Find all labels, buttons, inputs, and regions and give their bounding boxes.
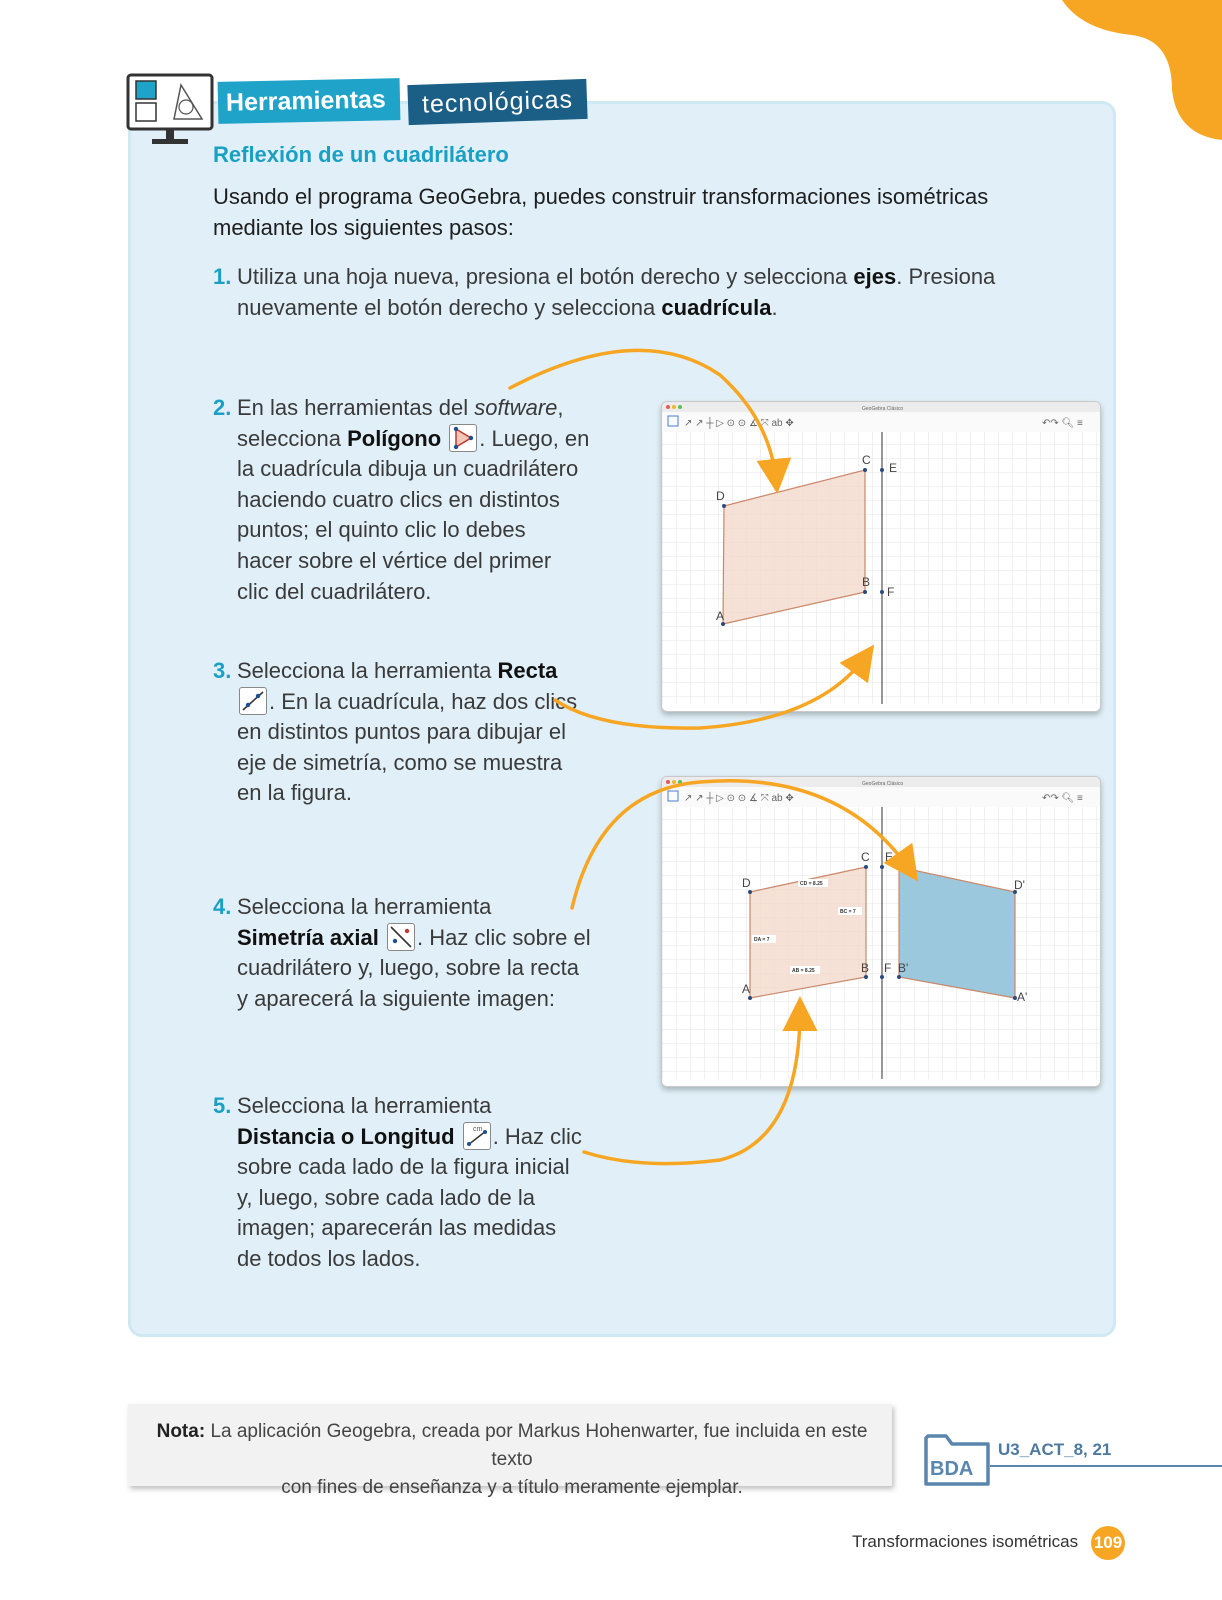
step-text: hacer sobre el vértice del primer (237, 547, 552, 573)
step-keyword: Polígono (347, 425, 442, 451)
step-text: y, luego, sobre cada lado de la (237, 1184, 536, 1210)
step-text: . Luego, en (479, 425, 590, 451)
window-title: GeoGebra Clásico (862, 781, 904, 787)
step-text: puntos; el quinto clic lo debes (237, 517, 526, 543)
svg-text:↶↷ 🔍︎ ≡: ↶↷ 🔍︎ ≡ (1042, 793, 1083, 804)
point-label: E (889, 461, 898, 475)
bda-code: U3_ACT_8, 21 (998, 1440, 1112, 1459)
point-label: E (885, 850, 894, 864)
step-number: 3. (213, 658, 232, 683)
step-text: Selecciona la herramienta (237, 658, 498, 683)
step-text: Selecciona la herramienta (237, 894, 492, 919)
svg-text:↶↷ 🔍︎ ≡: ↶↷ 🔍︎ ≡ (1042, 418, 1083, 429)
step-keyword: ejes (853, 264, 897, 289)
bda-folder-icon (922, 1428, 992, 1490)
window-title: GeoGebra Clásico (862, 406, 904, 412)
step-number: 2. (213, 395, 232, 420)
step-text: la cuadrícula dibuja un cuadrilátero (237, 456, 579, 482)
step-text: . Haz clic (492, 1123, 582, 1149)
point-label: A' (1017, 990, 1028, 1004)
step-text: cuadrilátero y, luego, sobre la recta (237, 955, 579, 981)
point-label: A (742, 982, 751, 996)
step-number: 1. (213, 264, 232, 289)
step-text: eje de simetría, como se muestra (237, 749, 563, 775)
line-tool-icon (239, 687, 267, 715)
measure-label: CD = 8.25 (800, 881, 823, 887)
note-label: Nota: (156, 1421, 206, 1442)
step-text: . En la cuadrícula, haz dos clics (269, 688, 578, 714)
intro-paragraph: Usando el programa GeoGebra, puedes construir transformaciones isométricas mediante los siguientes pasos: (213, 184, 989, 240)
section-title: Reflexión de un cuadrilátero (213, 142, 509, 167)
step-1 (213, 262, 1097, 323)
step-text: de todos los lados. (237, 1245, 421, 1271)
step-text: y aparecerá la siguiente imagen: (237, 985, 555, 1011)
measure-label: AB = 8.25 (792, 968, 815, 974)
note-box (128, 1404, 892, 1498)
measure-label: BC = 7 (840, 909, 856, 915)
step-text: en distintos puntos para dibujar el (237, 719, 566, 745)
step-text: clic del cuadrilátero. (237, 578, 432, 604)
step-text: . Presiona nuevamente el botón derecho y selecciona (237, 264, 996, 320)
point-label: C' (898, 850, 909, 864)
step-keyword: Distancia o Longitud (237, 1123, 455, 1149)
banner-subtitle: tecnológicas (407, 79, 587, 125)
point-label: D (716, 489, 725, 503)
point-label: A (716, 609, 725, 623)
step-text: haciendo cuatro clics en distintos (237, 486, 560, 512)
point-label: C (861, 850, 870, 864)
step-text: sobre cada lado de la figura inicial (237, 1154, 570, 1180)
step-text: selecciona (237, 425, 348, 451)
svg-text:↗ ↗ ┼ ▷ ⊙ ⊙ ∡ ⤧ ab ✥: ↗ ↗ ┼ ▷ ⊙ ⊙ ∡ ⤧ ab ✥ (684, 793, 794, 804)
reflect-tool-icon (387, 923, 415, 951)
geogebra-screenshot-1 (661, 401, 1101, 712)
point-label: B' (898, 961, 909, 975)
step-number: 4. (213, 894, 232, 919)
step-text: . (771, 294, 778, 320)
point-label: F (887, 585, 895, 599)
note-text: con fines de enseñanza y a título meramente ejemplar. (281, 1477, 743, 1498)
distance-tool-icon (463, 1122, 491, 1150)
measure-label: DA = 7 (754, 937, 770, 943)
chapter-title: Transformaciones isométricas (852, 1532, 1079, 1551)
banner-title: Herramientas (218, 78, 401, 124)
step-text: imagen; aparecerán las medidas (237, 1215, 557, 1241)
step-text: , (557, 395, 564, 420)
step-text: . Haz clic sobre el (417, 924, 591, 950)
step-emphasis: software (474, 395, 558, 420)
note-text: La aplicación Geogebra, creada por Markus Hohenwarter, fue incluida en este texto (210, 1421, 868, 1470)
point-label: D (742, 876, 751, 890)
svg-text:↗ ↗ ┼ ▷ ⊙ ⊙ ∡ ⤧ ab ✥: ↗ ↗ ┼ ▷ ⊙ ⊙ ∡ ⤧ ab ✥ (684, 418, 794, 429)
geogebra-screenshot-2 (661, 776, 1101, 1087)
svg-text:cm: cm (472, 1125, 483, 1133)
step-3 (213, 656, 617, 809)
step-keyword: cuadrícula (661, 294, 772, 320)
step-keyword: Simetría axial (237, 924, 379, 950)
page-number: 109 (1091, 1526, 1125, 1560)
step-number: 5. (213, 1093, 232, 1118)
point-label: F (884, 961, 892, 975)
point-label: B (861, 961, 870, 975)
bda-label: BDA (930, 1458, 974, 1480)
point-label: B (862, 575, 871, 589)
step-text: Selecciona la herramienta (237, 1093, 492, 1118)
computer-icon (126, 73, 218, 149)
polygon-tool-icon (449, 424, 477, 452)
step-text: Utiliza una hoja nueva, presiona el botón derecho y selecciona (237, 264, 854, 289)
step-text: en la figura. (237, 780, 352, 806)
point-label: C (862, 453, 871, 467)
step-4 (213, 892, 617, 1014)
divider (990, 1465, 1222, 1467)
step-5 (213, 1091, 617, 1275)
step-keyword: Recta (497, 658, 558, 683)
point-label: D' (1014, 878, 1025, 892)
step-text: En las herramientas del (237, 395, 475, 420)
step-2 (213, 393, 617, 607)
